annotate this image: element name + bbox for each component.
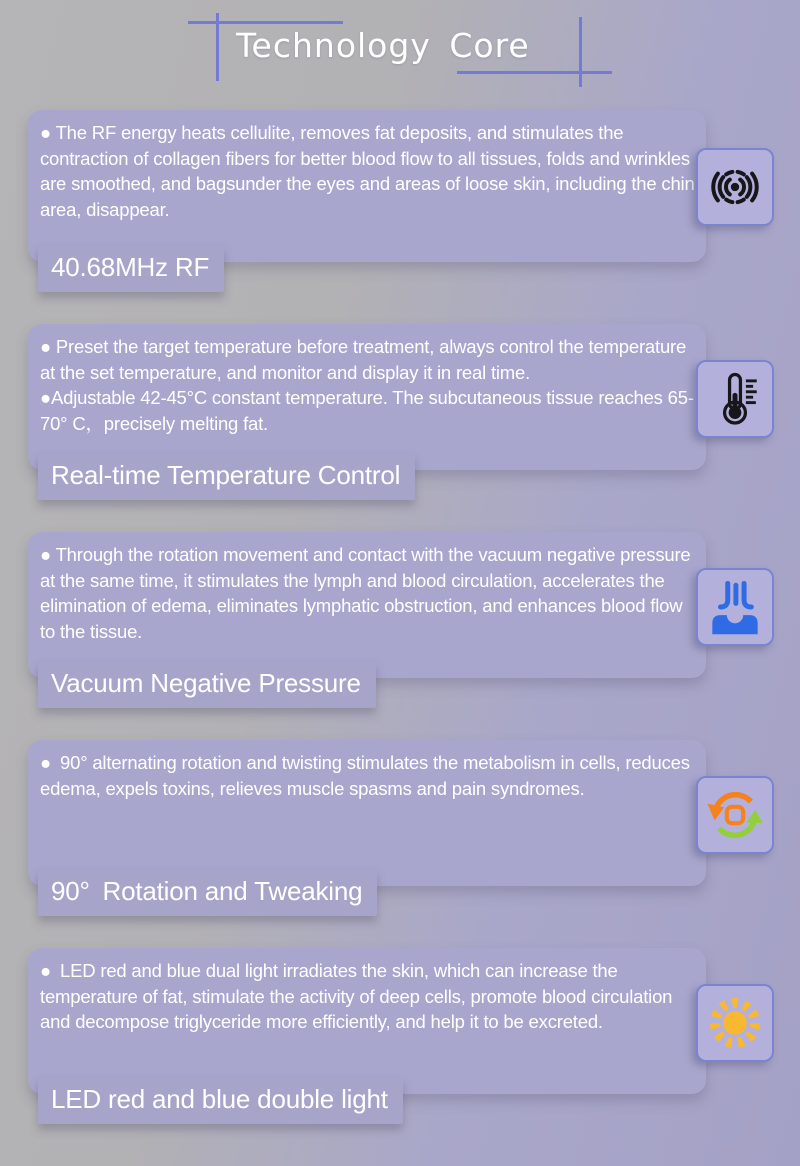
- title-line-bottom-right: [457, 71, 612, 74]
- title-line-vertical-left: [216, 13, 219, 81]
- feature-section-rf: [28, 110, 706, 282]
- feature-card: [28, 324, 706, 470]
- feature-badge: Vacuum Negative Pressure: [38, 661, 376, 708]
- rotation-arrows-icon: [696, 776, 774, 854]
- feature-card: [28, 948, 706, 1094]
- feature-badge: Real-time Temperature Control: [38, 453, 415, 500]
- feature-text: ● Preset the target temperature before treatment, always control the temperature at the set temperature, and monitor and display it in real time.: [40, 336, 687, 383]
- feature-card: [28, 740, 706, 886]
- masthead: [0, 0, 800, 110]
- feature-text: ●Adjustable 42-45°C constant temperature. The subcutaneous tissue reaches 65-70° C，precisely melting fat.: [40, 387, 694, 434]
- page-title: Technology Core: [236, 26, 530, 65]
- feature-card: [28, 110, 706, 262]
- feature-text: ● The RF energy heats cellulite, removes fat deposits, and stimulates the contraction of collagen fibers for better blood flow to all tissues, folds and wrinkles are smoothed, and bagsunder the eyes and areas of loose skin, including the chin area, disappear.: [40, 122, 695, 220]
- feature-card: [28, 532, 706, 678]
- feature-badge: 40.68MHz RF: [38, 245, 224, 292]
- feature-text: ● LED red and blue dual light irradiates the skin, which can increase the temperature of fat, stimulate the activity of deep cells, promote blood circulation and decompose triglyceride more efficiently, and help it to be excreted.: [40, 960, 673, 1032]
- feature-text: ● Through the rotation movement and contact with the vacuum negative pressure at the same time, it stimulates the lymph and blood circulation, accelerates the elimination of edema, eliminates lymphatic obstruction, and enhances blood flow to the tissue.: [40, 544, 691, 642]
- sun-light-icon: [696, 984, 774, 1062]
- feature-badge: LED red and blue double light: [38, 1077, 403, 1124]
- feature-section-rotation: [28, 740, 706, 906]
- feature-badge: 90° Rotation and Tweaking: [38, 869, 377, 916]
- vacuum-suction-icon: [696, 568, 774, 646]
- title-line-vertical-right: [579, 17, 582, 87]
- feature-section-temperature: [28, 324, 706, 490]
- thermometer-icon: [696, 360, 774, 438]
- title-line-top-left: [188, 21, 343, 24]
- rf-signal-icon: [696, 148, 774, 226]
- feature-section-led: [28, 948, 706, 1114]
- feature-section-vacuum: [28, 532, 706, 698]
- feature-text: ● 90° alternating rotation and twisting stimulates the metabolism in cells, reduces edema, expels toxins, relieves muscle spasms and pain syndromes.: [40, 752, 690, 799]
